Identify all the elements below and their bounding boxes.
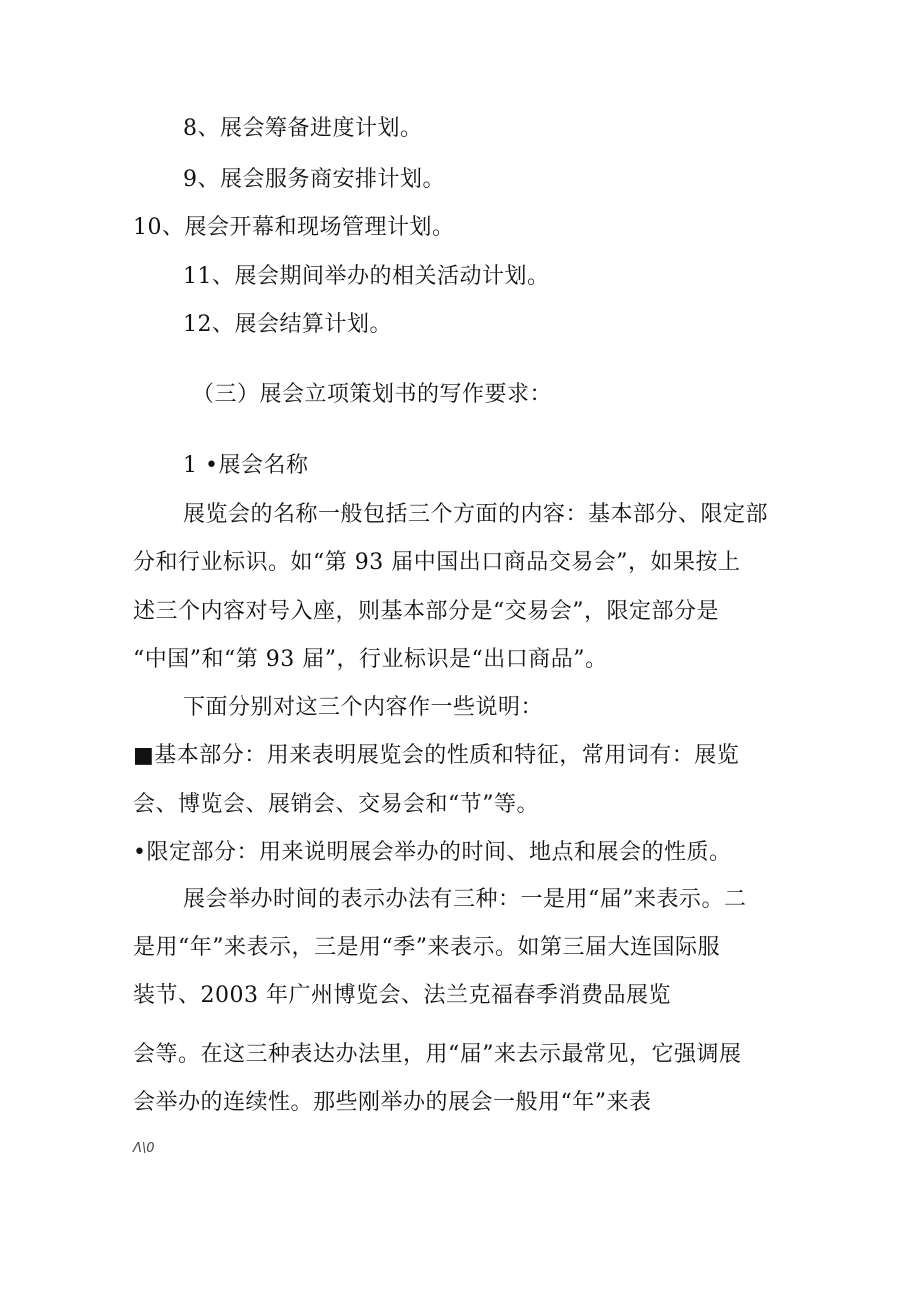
- basic-part-line-1: ■基本部分：用来表明展览会的性质和特征，常用词有：展览: [133, 743, 740, 768]
- paragraph2-line-1: 展会举办时间的表示办法有三种：一是用“届”来表示。二: [183, 887, 747, 912]
- page-footer-mark: Λ\0: [133, 1141, 155, 1156]
- list-item-8: 8、展会筹备进度计划。: [183, 116, 423, 141]
- paragraph1-line-1: 展览会的名称一般包括三个方面的内容：基本部分、限定部: [183, 502, 769, 527]
- paragraph3-line-2: 会举办的连续性。那些刚举办的展会一般用“年”来表: [133, 1090, 652, 1115]
- paragraph2-line-3: 装节、2003 年广州博览会、法兰克福春季消费品展览: [133, 983, 671, 1008]
- subheading-exhibition-name: 1 •展会名称: [183, 453, 309, 478]
- paragraph1-line-3: 述三个内容对号入座，则基本部分是“交易会”，限定部分是: [133, 599, 719, 624]
- limited-part-line: •限定部分：用来说明展会举办的时间、地点和展会的性质。: [133, 840, 732, 865]
- list-item-11: 11、展会期间举办的相关活动计划。: [183, 264, 550, 289]
- intro-line: 下面分别对这三个内容作一些说明：: [183, 695, 544, 720]
- paragraph1-line-2: 分和行业标识。如“第 93 届中国出口商品交易会”，如果按上: [133, 550, 741, 575]
- paragraph3-line-1: 会等。在这三种表达办法里，用“届”来去示最常见，它强调展: [133, 1042, 742, 1067]
- section-heading: （三）展会立项策划书的写作要求：: [192, 382, 553, 407]
- basic-part-line-2: 会、博览会、展销会、交易会和“节”等。: [133, 792, 539, 817]
- paragraph2-line-2: 是用“年”来表示，三是用“季”来表示。如第三届大连国际服: [133, 935, 720, 960]
- list-item-9: 9、展会服务商安排计划。: [183, 167, 445, 192]
- list-item-12: 12、展会结算计划。: [183, 312, 392, 337]
- list-item-10: 10、展会开幕和现场管理计划。: [133, 215, 455, 240]
- paragraph1-line-4: “中国”和“第 93 届”，行业标识是“出口商品”。: [133, 647, 608, 672]
